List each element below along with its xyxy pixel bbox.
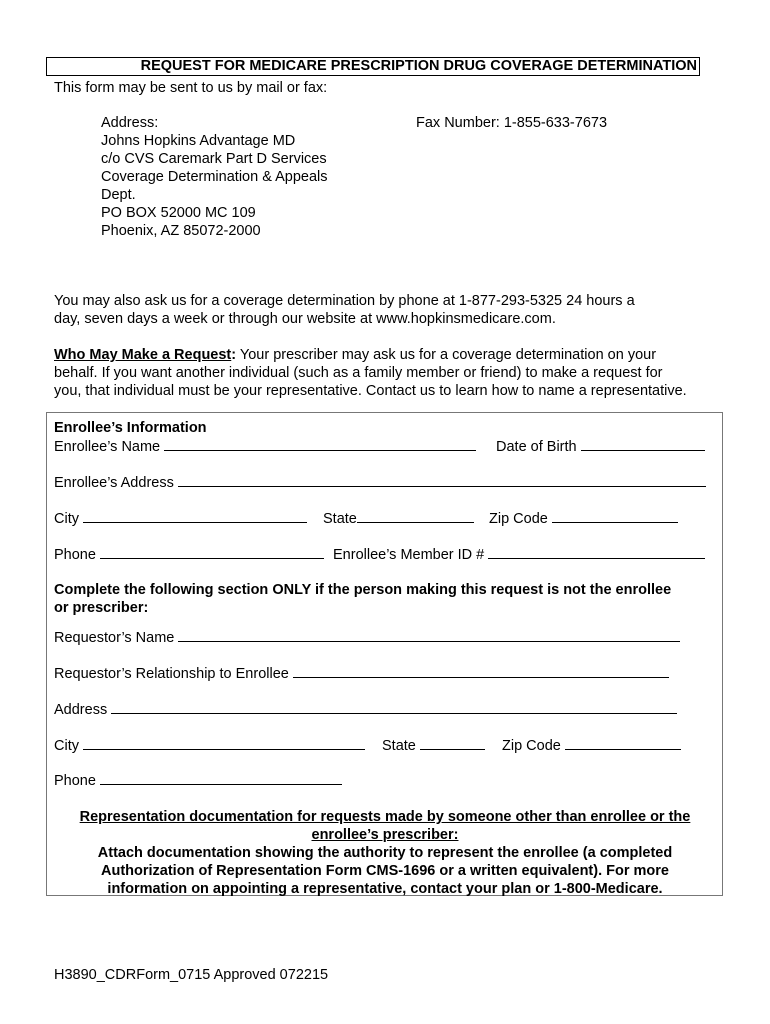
zip-label: Zip Code: [489, 511, 548, 527]
requestor-relationship-label: Requestor’s Relationship to Enrollee: [54, 666, 289, 682]
address-line: Johns Hopkins Advantage MD: [101, 133, 296, 149]
requestor-city-row: [54, 737, 365, 754]
representation-text: Authorization of Representation Form CMS-1696 or a written equivalent). For more: [101, 863, 669, 879]
address-line: Dept.: [101, 187, 136, 203]
requestor-zip-field[interactable]: [565, 737, 681, 750]
enrollee-state-row: [323, 510, 474, 527]
requestor-relationship-field[interactable]: [293, 665, 669, 678]
fax-number: Fax Number: 1-855-633-7673: [416, 115, 608, 131]
enrollee-address-row: [54, 474, 706, 491]
requestor-zip-label: Zip Code: [502, 738, 561, 754]
intro-text: This form may be sent to us by mail or fax:: [54, 80, 328, 96]
representation-heading-cont: enrollee’s prescriber:: [311, 827, 459, 843]
requestor-heading-cont: or prescriber:: [54, 600, 149, 616]
enrollee-address-label: Enrollee’s Address: [54, 475, 174, 491]
who-may-request-heading: Who May Make a Request: [54, 347, 232, 363]
requestor-phone-field[interactable]: [100, 772, 342, 785]
form-footer-code: H3890_CDRForm_0715 Approved 072215: [54, 967, 329, 983]
representation-text: information on appointing a representative, contact your plan or 1-800-Medicare.: [107, 881, 663, 897]
address-line: Coverage Determination & Appeals: [101, 169, 328, 185]
requestor-city-field[interactable]: [83, 737, 365, 750]
member-id-label: Enrollee’s Member ID #: [333, 547, 485, 563]
requestor-name-label: Requestor’s Name: [54, 630, 175, 646]
representation-heading: Representation documentation for requests made by someone other than enrollee or the: [79, 809, 691, 825]
enrollee-name-row: [54, 438, 476, 455]
member-id-row: [333, 546, 705, 563]
enrollee-city-row: [54, 510, 307, 527]
phone-info-line: day, seven days a week or through our website at www.hopkinsmedicare.com.: [54, 311, 556, 327]
requestor-phone-row: [54, 772, 342, 789]
requestor-zip-row: [502, 737, 681, 754]
representation-text: Attach documentation showing the authority to represent the enrollee (a completed: [97, 845, 673, 861]
address-label: Address:: [101, 115, 159, 131]
requestor-heading: Complete the following section ONLY if the person making this request is not the enrollee: [54, 582, 672, 598]
requestor-phone-label: Phone: [54, 773, 96, 789]
address-line: c/o CVS Caremark Part D Services: [101, 151, 327, 167]
requestor-name-row: [54, 629, 680, 646]
requestor-city-label: City: [54, 738, 79, 754]
requestor-address-field[interactable]: [111, 701, 677, 714]
address-line: Phoenix, AZ 85072-2000: [101, 223, 261, 239]
state-label: State: [323, 511, 357, 527]
form-title: REQUEST FOR MEDICARE PRESCRIPTION DRUG COVERAGE DETERMINATION: [140, 58, 697, 74]
requestor-address-label: Address: [54, 702, 108, 718]
enrollee-heading: Enrollee’s Information: [54, 420, 207, 436]
requestor-state-field[interactable]: [420, 737, 485, 750]
dob-label: Date of Birth: [496, 439, 577, 455]
enrollee-city-field[interactable]: [83, 510, 307, 523]
requestor-state-label: State: [382, 738, 416, 754]
member-id-field[interactable]: [488, 546, 705, 559]
enrollee-name-label: Enrollee’s Name: [54, 439, 161, 455]
enrollee-state-field[interactable]: [357, 510, 474, 523]
enrollee-phone-field[interactable]: [100, 546, 324, 559]
requestor-name-field[interactable]: [178, 629, 680, 642]
requestor-state-row: [382, 737, 485, 754]
enrollee-zip-field[interactable]: [552, 510, 678, 523]
who-may-request-text: behalf. If you want another individual (such as a family member or friend) to make a request for: [54, 365, 663, 381]
enrollee-address-field[interactable]: [178, 474, 706, 487]
who-may-request-text: you, that individual must be your representative. Contact us to learn how to name a representative.: [54, 383, 687, 399]
form-title-box: [46, 57, 700, 76]
enrollee-zip-row: [489, 510, 678, 527]
phone-label: Phone: [54, 547, 96, 563]
enrollee-phone-row: [54, 546, 324, 563]
city-label: City: [54, 511, 79, 527]
dob-field[interactable]: [581, 438, 705, 451]
enrollee-name-field[interactable]: [164, 438, 476, 451]
who-may-request-line: Who May Make a Request: Your prescriber may ask us for a coverage determination on your: [54, 347, 657, 363]
phone-info-line: You may also ask us for a coverage determination by phone at 1-877-293-5325 24 hours a: [54, 293, 635, 309]
dob-row: [496, 438, 705, 455]
requestor-address-row: [54, 701, 677, 718]
address-line: PO BOX 52000 MC 109: [101, 205, 256, 221]
requestor-relationship-row: [54, 665, 669, 682]
